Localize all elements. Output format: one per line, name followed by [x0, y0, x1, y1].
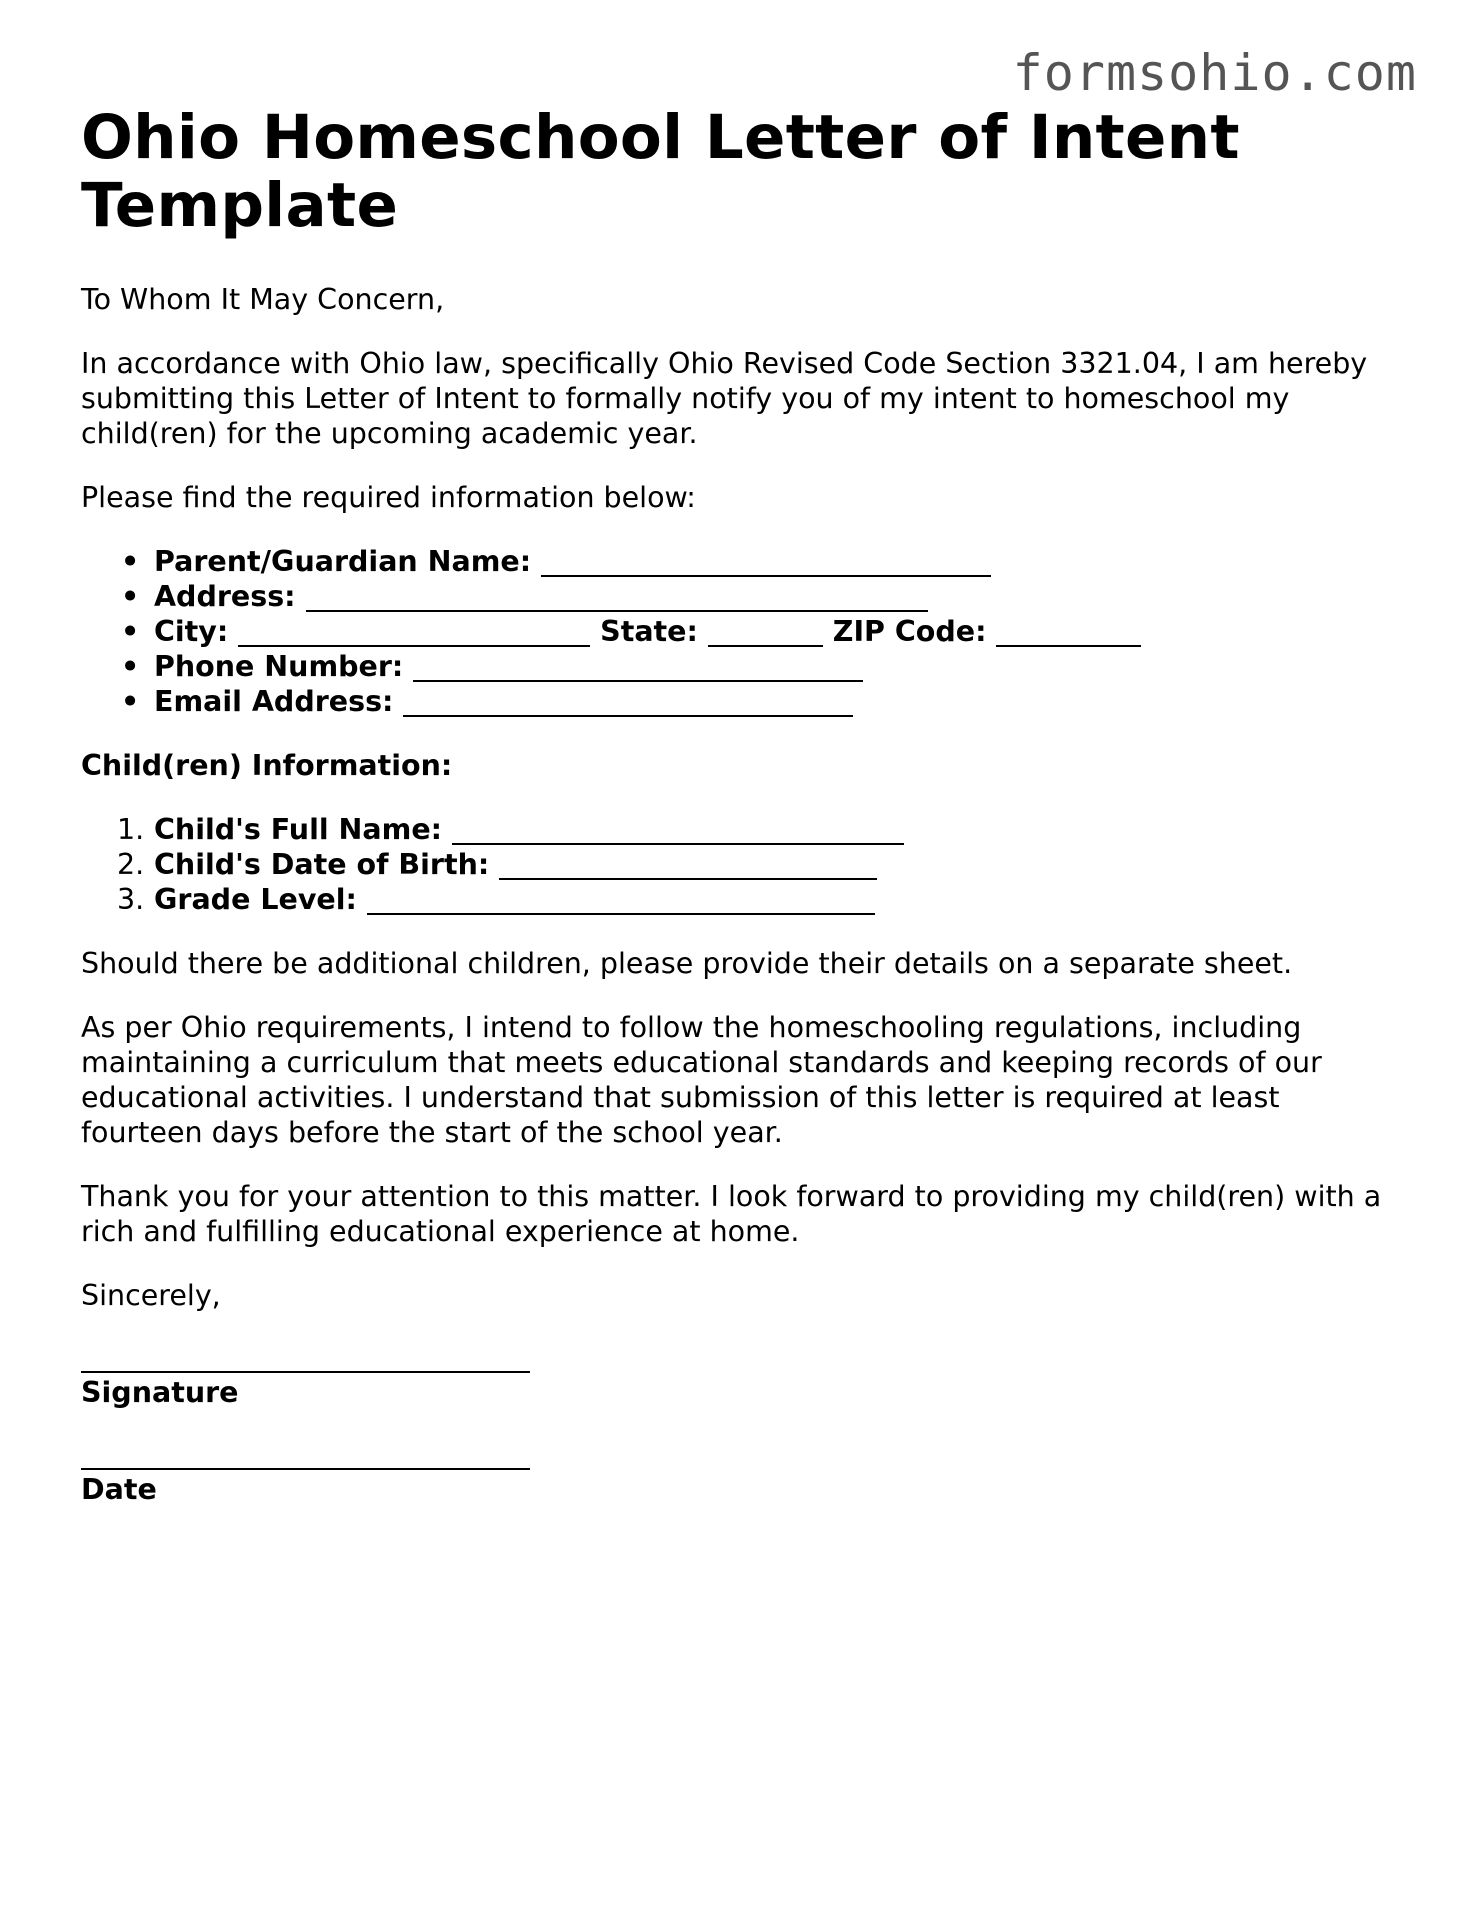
child-name-number: 1.: [117, 813, 145, 846]
page-title: Ohio Homeschool Letter of Intent Template: [81, 102, 1240, 241]
city-field[interactable]: [238, 617, 590, 647]
date-block: [81, 1439, 1401, 1507]
parent-info-list: [81, 544, 1401, 719]
child-name-label: Child's Full Name:: [154, 813, 443, 846]
list-item-email: [81, 684, 1401, 719]
child-dob-field[interactable]: [499, 850, 877, 880]
signature-block: [81, 1342, 1401, 1410]
child-name-field[interactable]: [452, 815, 904, 845]
phone-field[interactable]: [413, 652, 863, 682]
requirements-paragraph: As per Ohio requirements, I intend to follow the homeschooling regulations, including maintaining a curriculum that meets educational standards and keeping records of our educational activities. I understand that submission of this letter is required at least fourteen days before the start of the school year.: [81, 1011, 1322, 1149]
list-item-city-state-zip: [81, 614, 1401, 649]
grade-level-field[interactable]: [367, 885, 875, 915]
list-item-parent-name: [81, 544, 1401, 579]
grade-level-label: Grade Level:: [154, 883, 357, 916]
signature-label: Signature: [81, 1376, 239, 1409]
zip-field[interactable]: [996, 617, 1141, 647]
email-label: Email Address:: [154, 685, 394, 718]
grade-level-number: 3.: [117, 883, 145, 916]
closing: Sincerely,: [81, 1279, 221, 1312]
phone-label: Phone Number:: [154, 650, 404, 683]
list-item-address: [81, 579, 1401, 614]
parent-name-label: Parent/Guardian Name:: [154, 545, 532, 578]
date-label: Date: [81, 1473, 157, 1506]
children-heading: Child(ren) Information:: [81, 749, 453, 782]
state-label: State:: [600, 615, 698, 648]
intro-paragraph: In accordance with Ohio law, specifically Ohio Revised Code Section 3321.04, I am hereby submitting this Letter of Intent to formally notify you of my intent to homeschool my child(ren) for the upcoming academic year.: [81, 347, 1368, 450]
letter-page: [81, 104, 1401, 1507]
address-field[interactable]: [306, 582, 928, 612]
greeting: To Whom It May Concern,: [81, 283, 445, 316]
address-label: Address:: [154, 580, 296, 613]
parent-name-field[interactable]: [541, 547, 991, 577]
list-item-child-name: [81, 812, 1401, 847]
additional-children-note: Should there be additional children, please provide their details on a separate sheet.: [81, 947, 1293, 980]
state-field[interactable]: [708, 617, 823, 647]
zip-label: ZIP Code:: [832, 615, 987, 648]
list-item-grade-level: [81, 882, 1401, 917]
watermark: formsohio.com: [1012, 44, 1417, 102]
list-item-phone: [81, 649, 1401, 684]
list-item-child-dob: [81, 847, 1401, 882]
city-label: City:: [154, 615, 229, 648]
email-field[interactable]: [403, 687, 853, 717]
date-line[interactable]: [81, 1439, 530, 1470]
child-dob-number: 2.: [117, 848, 145, 881]
find-info-text: Please find the required information below:: [81, 481, 696, 514]
child-dob-label: Child's Date of Birth:: [154, 848, 490, 881]
thanks-paragraph: Thank you for your attention to this matter. I look forward to providing my child(ren) with a rich and fulfilling educational experience at home.: [81, 1180, 1382, 1248]
signature-line[interactable]: [81, 1342, 530, 1373]
child-info-list: [81, 812, 1401, 917]
